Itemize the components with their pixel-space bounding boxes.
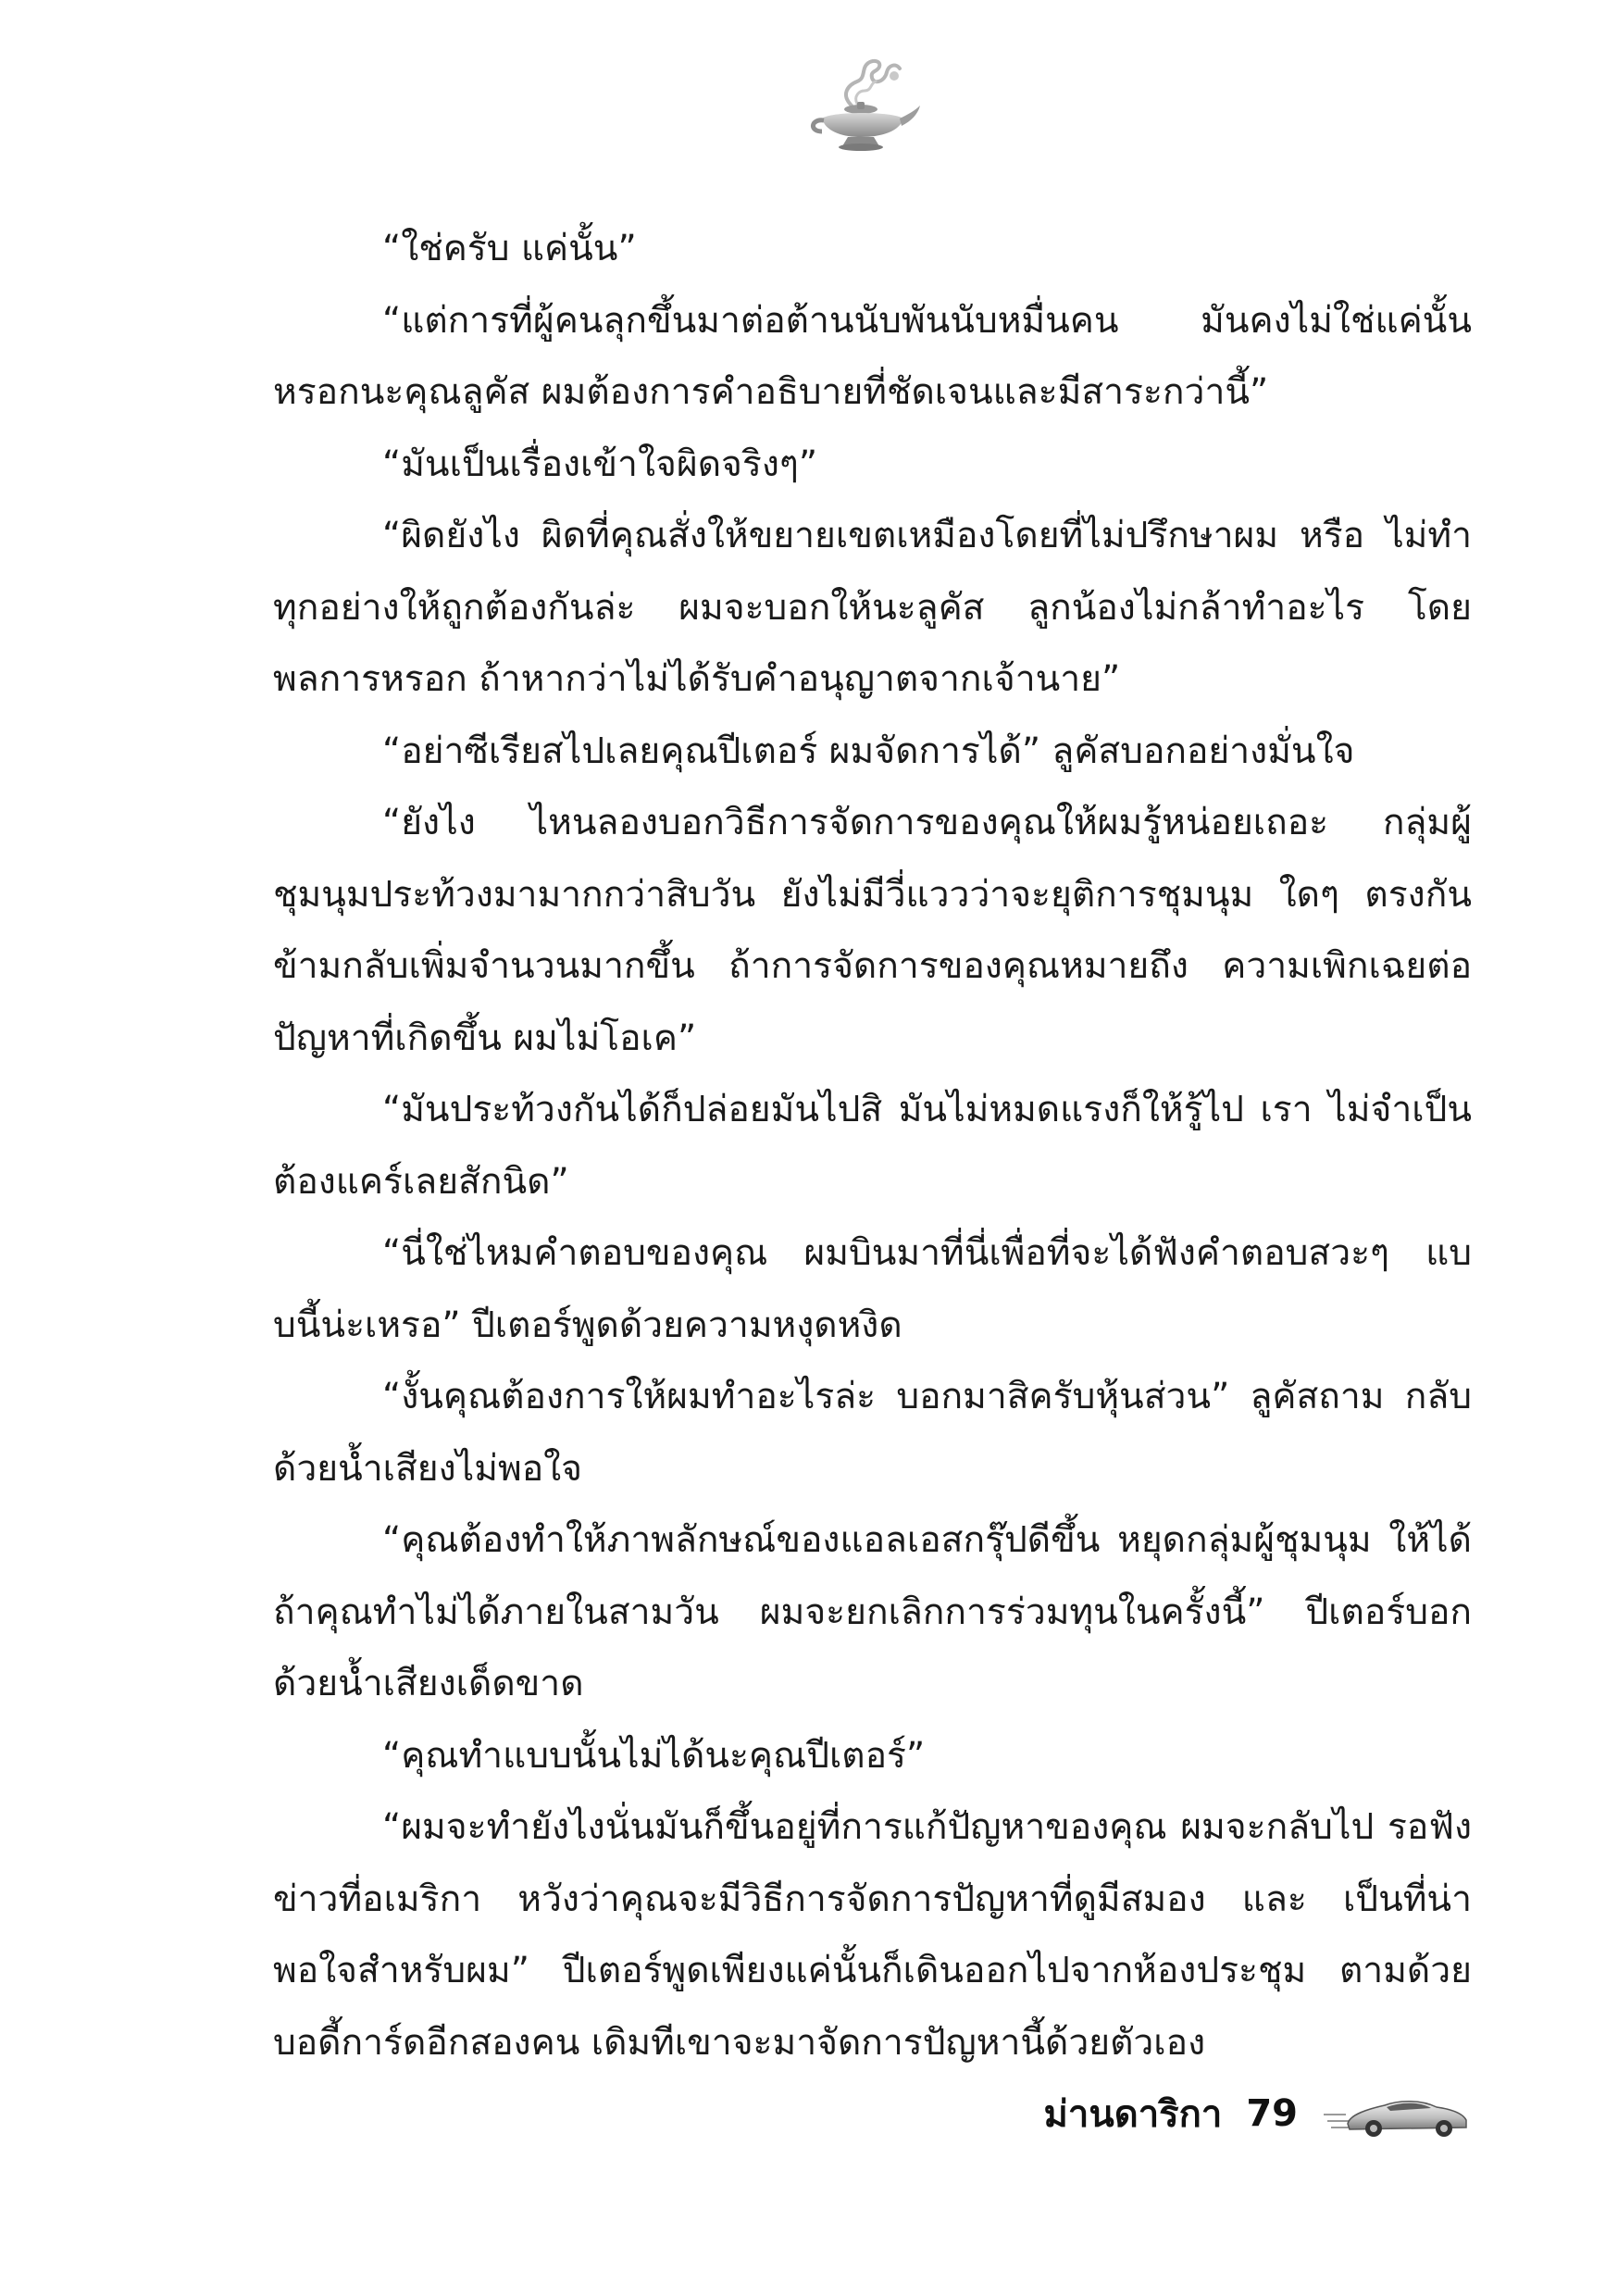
paragraph: “ใช่ครับ แค่นั้น” [382, 228, 637, 269]
paragraph: “นี่ใช่ไหมคำตอบของคุณ ผมบินมาที่นี่เพื่อที่จะได้ฟังคำตอบสวะๆ แบบนี้น่ะเหรอ” ปีเตอร์พูดด้วยความหงุดหงิด [273, 1232, 1472, 1346]
genie-lamp-icon [803, 54, 924, 156]
page-footer [1044, 2081, 1470, 2146]
paragraph: “ผมจะทำยังไงนั่นมันก็ขึ้นอยู่ที่การแก้ปัญหาของคุณ ผมจะกลับไป รอฟังข่าวที่อเมริกา หวังว่าคุณจะมีวิธีการจัดการปัญหาที่ดูมีสมอง และ เป็นที่น่าพอใจสำหรับผม” ปีเตอร์พูดเพียงแค่นั้นก็เดินออกไปจากห้องประชุม ตามด้วยบอดี้การ์ดอีกสองคน เดิมทีเขาจะมาจัดการปัญหานี้ด้วยตัวเอง [273, 1806, 1472, 2064]
sports-car-icon [1322, 2087, 1470, 2140]
paragraph: “คุณทำแบบนั้นไม่ได้นะคุณปีเตอร์” [382, 1734, 926, 1777]
story-text [273, 213, 1472, 2078]
paragraph: “งั้นคุณต้องการให้ผมทำอะไรล่ะ บอกมาสิครับหุ้นส่วน” ลูคัสถาม กลับด้วยน้ำเสียงไม่พอใจ [273, 1376, 1472, 1490]
paragraph: “อย่าซีเรียสไปเลยคุณปีเตอร์ ผมจัดการได้” ลูคัสบอกอย่างมั่นใจ [382, 730, 1355, 772]
book-title: ม่านดาริกา [1043, 2093, 1223, 2136]
paragraph: “แต่การที่ผู้คนลุกขึ้นมาต่อต้านนับพันนับหมื่นคน มันคงไม่ใช่แค่นั้น หรอกนะคุณลูคัส ผมต้องการคำอธิบายที่ชัดเจนและมีสาระกว่านี้” [273, 299, 1472, 413]
paragraph: “มันเป็นเรื่องเข้าใจผิดจริงๆ” [382, 443, 818, 485]
paragraph: “มันประท้วงกันได้ก็ปล่อยมันไปสิ มันไม่หมดแรงก็ให้รู้ไป เรา ไม่จำเป็นต้องแคร์เลยสักนิด” [273, 1089, 1472, 1203]
paragraph: “คุณต้องทำให้ภาพลักษณ์ของแอลเอสกรุ๊ปดีขึ้น หยุดกลุ่มผู้ชุมนุม ให้ได้ ถ้าคุณทำไม่ได้ภายในสามวัน ผมจะยกเลิกการร่วมทุนในครั้งนี้” ปีเตอร์บอกด้วยน้ำเสียงเด็ดขาด [273, 1519, 1472, 1704]
page-number: 79 [1246, 2092, 1298, 2135]
paragraph: “ผิดยังไง ผิดที่คุณสั่งให้ขยายเขตเหมืองโดยที่ไม่ปรึกษาผม หรือ ไม่ทำทุกอย่างให้ถูกต้องกันล่ะ ผมจะบอกให้นะลูคัส ลูกน้องไม่กล้าทำอะไร โดยพลการหรอก ถ้าหากว่าไม่ได้รับคำอนุญาตจากเจ้านาย” [273, 515, 1472, 700]
paragraph: “ยังไง ไหนลองบอกวิธีการจัดการของคุณให้ผมรู้หน่อยเถอะ กลุ่มผู้ชุมนุมประท้วงมามากกว่าสิบวัน ยังไม่มีวี่แววว่าจะยุติการชุมนุม ใดๆ ตรงกันข้ามกลับเพิ่มจำนวนมากขึ้น ถ้าการจัดการของคุณหมายถึง ความเพิกเฉยต่อปัญหาที่เกิดขึ้น ผมไม่โอเค” [273, 802, 1472, 1059]
